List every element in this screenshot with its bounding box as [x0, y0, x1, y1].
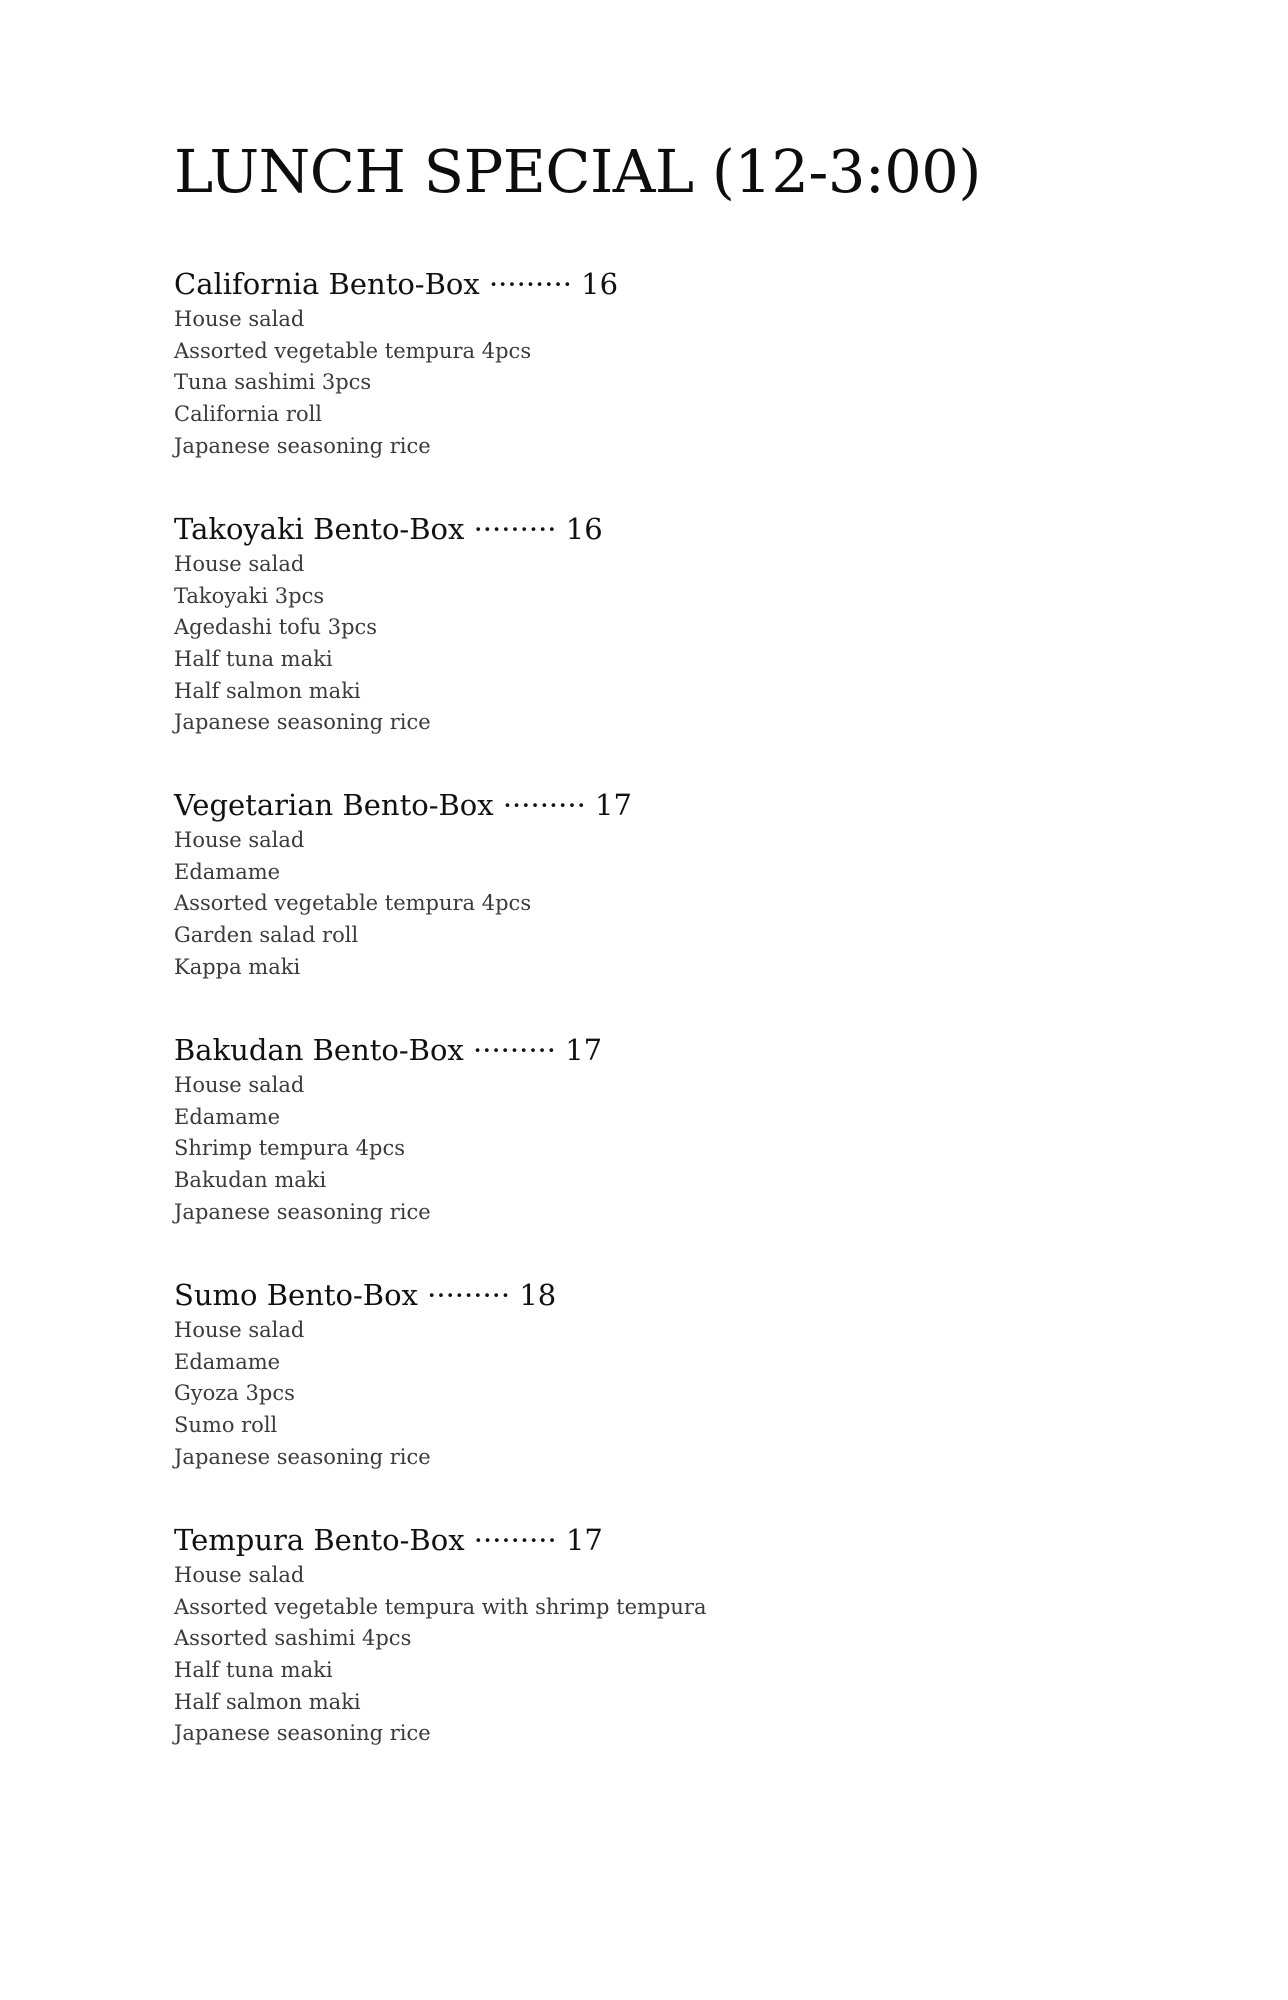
menu-section-sumo [174, 1275, 556, 1473]
section-heading [174, 785, 632, 825]
section-item-list [174, 1315, 556, 1473]
section-name: Bakudan Bento-Box [174, 1033, 464, 1067]
list-item: Kappa maki [174, 954, 301, 979]
section-heading [174, 264, 618, 304]
list-item: House salad [174, 1318, 305, 1342]
list-item: Agedashi tofu 3pcs [174, 615, 378, 640]
list-item: Shrimp tempura 4pcs [174, 1136, 406, 1161]
price-leader: ········· [502, 788, 586, 822]
list-item: Assorted vegetable tempura with shrimp tempura [174, 1594, 707, 1619]
section-heading [174, 1520, 706, 1560]
list-item: Japanese seasoning rice [174, 1199, 431, 1224]
section-name: Tempura Bento-Box [174, 1523, 465, 1557]
list-item: Sumo roll [174, 1413, 278, 1438]
list-item: Garden salad roll [174, 923, 359, 948]
list-item: Half tuna maki [174, 647, 333, 672]
menu-section-takoyaki [174, 509, 603, 739]
section-name: California Bento-Box [174, 267, 480, 301]
section-item-list [174, 1070, 602, 1228]
list-item: Edamame [174, 1104, 281, 1129]
menu-section-california [174, 264, 618, 462]
section-price: 18 [519, 1278, 557, 1312]
menu-section-tempura [174, 1520, 706, 1750]
list-item: Japanese seasoning rice [174, 710, 431, 735]
page-title: LUNCH SPECIAL (12-3:00) [174, 137, 981, 206]
list-item: Assorted sashimi 4pcs [174, 1626, 412, 1651]
section-price: 16 [565, 512, 603, 546]
section-price: 17 [565, 1523, 603, 1557]
price-leader: ········· [473, 1523, 557, 1557]
list-item: House salad [174, 307, 305, 331]
list-item: Tuna sashimi 3pcs [174, 370, 372, 395]
section-name: Takoyaki Bento-Box [174, 512, 465, 546]
list-item: House salad [174, 1073, 305, 1097]
menu-section-bakudan [174, 1030, 602, 1228]
list-item: House salad [174, 828, 305, 852]
price-leader: ········· [427, 1278, 511, 1312]
section-item-list [174, 304, 618, 462]
list-item: Assorted vegetable tempura 4pcs [174, 338, 532, 363]
list-item: House salad [174, 552, 305, 576]
list-item: Takoyaki 3pcs [174, 583, 325, 608]
menu-section-vegetarian [174, 785, 632, 983]
list-item: Bakudan maki [174, 1168, 327, 1193]
list-item: House salad [174, 1563, 305, 1587]
list-item: Gyoza 3pcs [174, 1381, 295, 1406]
list-item: Japanese seasoning rice [174, 1721, 431, 1746]
section-heading [174, 509, 603, 549]
price-leader: ········· [473, 1033, 556, 1067]
list-item: California roll [174, 402, 323, 427]
list-item: Japanese seasoning rice [174, 1444, 431, 1469]
section-name: Sumo Bento-Box [174, 1278, 418, 1312]
list-item: Half salmon maki [174, 678, 361, 703]
list-item: Edamame [174, 859, 281, 884]
list-item: Japanese seasoning rice [174, 433, 431, 458]
list-item: Assorted vegetable tempura 4pcs [174, 891, 532, 916]
list-item: Half tuna maki [174, 1658, 333, 1683]
section-heading [174, 1030, 602, 1070]
section-item-list [174, 1560, 706, 1750]
section-price: 17 [595, 788, 632, 822]
section-heading [174, 1275, 556, 1315]
list-item: Edamame [174, 1349, 281, 1374]
section-price: 17 [565, 1033, 603, 1067]
list-item: Half salmon maki [174, 1689, 361, 1714]
section-price: 16 [581, 267, 619, 301]
section-item-list [174, 549, 603, 739]
section-item-list [174, 825, 632, 983]
price-leader: ········· [488, 267, 572, 301]
section-name: Vegetarian Bento-Box [174, 788, 494, 822]
price-leader: ········· [473, 512, 557, 546]
